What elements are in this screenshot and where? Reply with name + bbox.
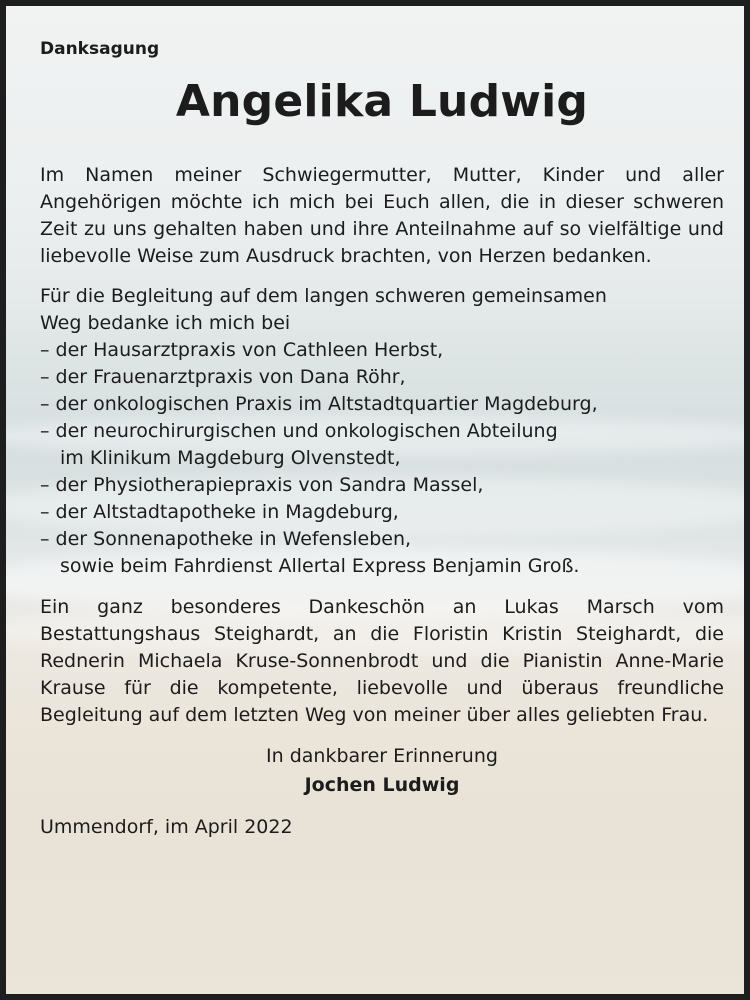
list-item: – der Physiotherapiepraxis von Sandra Massel, bbox=[40, 474, 484, 496]
list-item: – der Altstadtapotheke in Magdeburg, bbox=[40, 501, 399, 523]
list-item-continuation: im Klinikum Magdeburg Olvenstedt, bbox=[60, 447, 401, 469]
notice-content bbox=[40, 36, 724, 841]
closing-block bbox=[40, 742, 724, 800]
closing-phrase: In dankbarer Erinnerung bbox=[266, 745, 498, 767]
signature: Jochen Ludwig bbox=[304, 774, 460, 796]
list-item: – der Frauenarztpraxis von Dana Röhr, bbox=[40, 366, 406, 388]
notice-label: Danksagung bbox=[40, 39, 160, 59]
accompaniment-intro-line-2: Weg bedanke ich mich bei bbox=[40, 312, 291, 334]
thanks-paragraph: Im Namen meiner Schwiegermutter, Mutter, Kinder und aller Angehörigen möchte ich mich bei Euch allen, die in dieser schweren Zeit zu uns gehalten haben und ihre Anteilnahme auf so vielfältige und liebevolle Weise zum Ausdruck brachten, von Herzen bedanken. bbox=[40, 164, 724, 267]
accompaniment-intro-line-1: Für die Begleitung auf dem langen schweren gemeinsamen bbox=[40, 285, 607, 307]
special-thanks-paragraph: Ein ganz besonderes Dankeschön an Lukas Marsch vom Bestattungshaus Steighardt, an die Floristin Kristin Steighardt, die Rednerin Michaela Kruse-Sonnenbrodt und die Pianistin Anne-Marie Krause für die kompetente, liebevolle und überaus freundliche Begleitung auf dem letzten Weg von meiner über alles geliebten Frau. bbox=[40, 596, 724, 726]
list-item: – der onkologischen Praxis im Altstadtquartier Magdeburg, bbox=[40, 393, 598, 415]
thanks-list bbox=[40, 337, 724, 580]
deceased-name: Angelika Ludwig bbox=[175, 76, 589, 127]
list-item: – der Hausarztpraxis von Cathleen Herbst, bbox=[40, 339, 444, 361]
list-item-continuation: sowie beim Fahrdienst Allertal Express Benjamin Groß. bbox=[60, 555, 580, 577]
list-item: – der Sonnenapotheke in Wefensleben, bbox=[40, 528, 412, 550]
place-date: Ummendorf, im April 2022 bbox=[40, 816, 293, 838]
accompaniment-section bbox=[40, 283, 724, 580]
list-item: – der neurochirurgischen und onkologischen Abteilung bbox=[40, 420, 558, 442]
